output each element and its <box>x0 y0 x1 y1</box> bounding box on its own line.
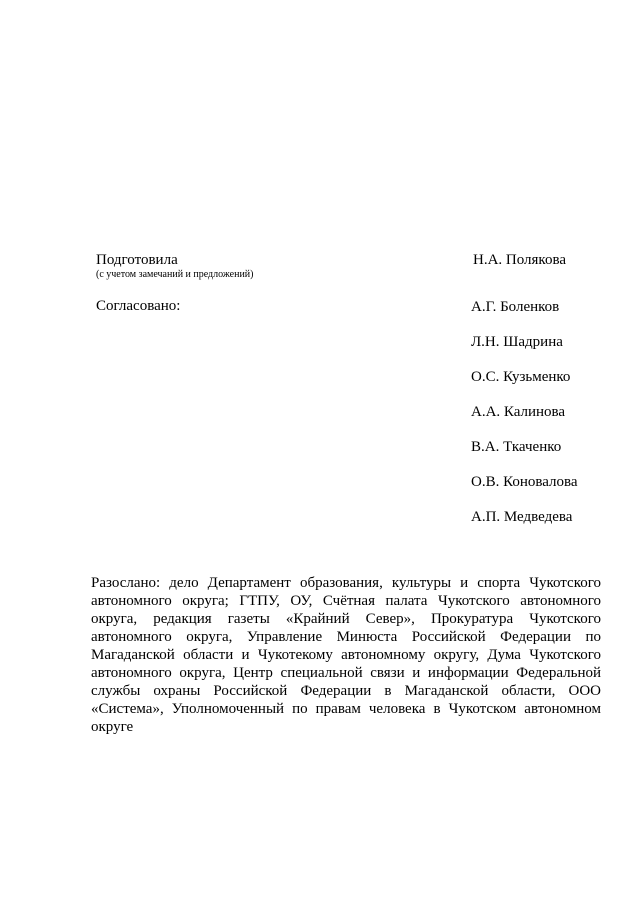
agreed-name: А.П. Медведева <box>471 509 573 525</box>
agreed-name: Л.Н. Шадрина <box>471 334 563 350</box>
agreed-name: О.В. Коновалова <box>471 474 578 490</box>
agreed-name: В.А. Ткаченко <box>471 439 562 455</box>
prepared-label: Подготовила <box>96 252 178 268</box>
prepared-note: (с учетом замечаний и предложений) <box>96 269 254 280</box>
agreed-name: А.А. Калинова <box>471 404 566 420</box>
agreed-name: О.С. Кузьменко <box>471 369 571 385</box>
agreed-label: Согласовано: <box>96 298 181 314</box>
agreed-name: А.Г. Боленков <box>471 299 560 315</box>
agreed-names-list <box>471 298 578 543</box>
prepared-name: Н.А. Полякова <box>473 252 567 268</box>
distribution-list: Разослано: дело Департамент образования, культуры и спорта Чукотского автономного округа; ГТПУ, ОУ, Счётная палата Чукотского автономного округа, редакция газеты «Крайний Север», Прокуратура Чукотского автономного округа, Управление Минюста Российской Федерации по Магаданской области и Чукотекому автономному округу, Дума Чукотского автономного округа, Центр специальной связи и информации Федеральной службы охраны Российской Федерации в Магаданской области, ООО «Система», Уполномоченный по правам человека в Чукотском автономном округе <box>91 575 601 735</box>
